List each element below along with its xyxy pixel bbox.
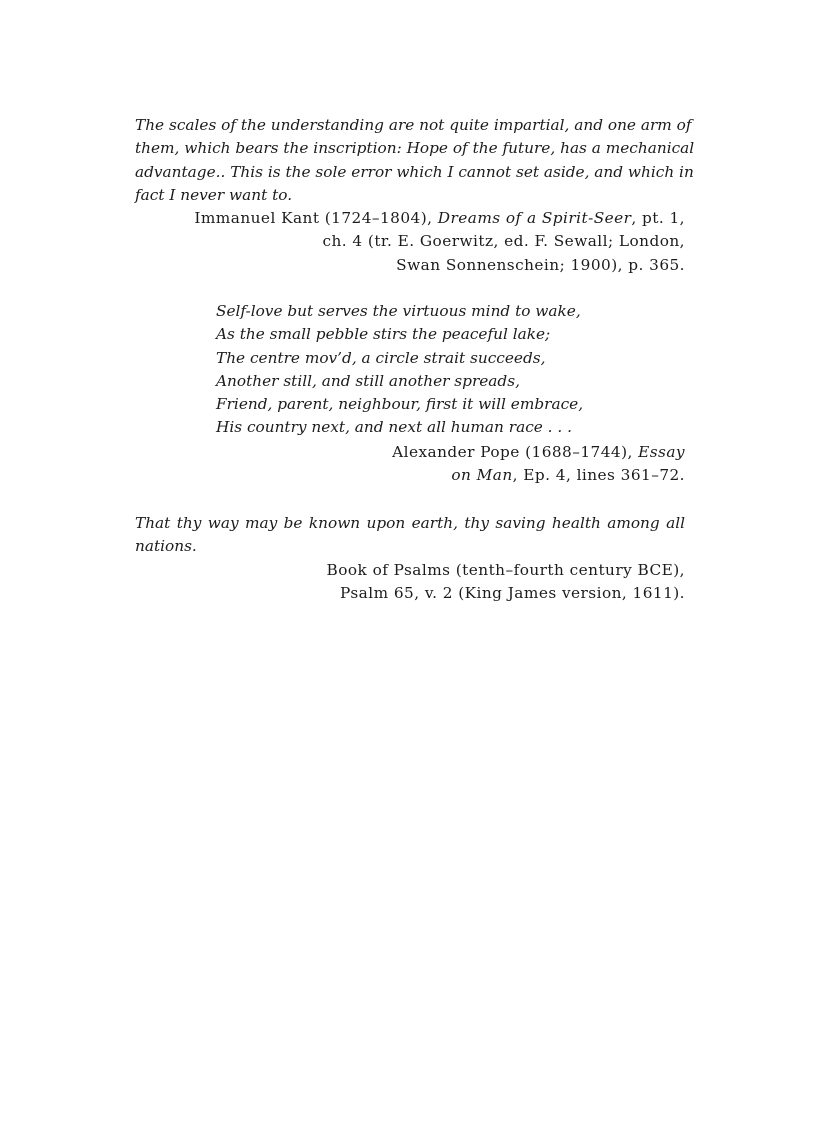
epigraph-psalms-attribution (135, 559, 685, 606)
attribution-line: Book of Psalms (tenth–fourth century BCE), (326, 560, 685, 579)
verse-line: Self-love but serves the virtuous mind to wake, (216, 302, 581, 320)
attribution-line: Psalm 65, v. 2 (King James version, 1611). (340, 583, 685, 602)
verse-line: The centre mov’d, a circle strait succeeds, (216, 348, 546, 367)
quote-line: fact I never want to. (135, 185, 293, 204)
attribution-author: Immanuel Kant (1724–1804), (194, 209, 438, 228)
epigraph-kant-attribution (135, 207, 685, 277)
attribution-line (135, 464, 685, 487)
attribution-line (135, 207, 685, 230)
epigraph-psalms-quote (135, 512, 685, 559)
attribution-title: Essay (638, 443, 685, 461)
quote-line: nations. (135, 537, 197, 556)
attribution-title: Dreams of a Spirit-Seer (437, 209, 632, 228)
epigraph-kant-quote (135, 114, 695, 207)
verse-line: Another still, and still another spreads, (216, 371, 520, 390)
quote-line: advantage.. This is the sole error which I cannot set aside, and which in (135, 162, 694, 181)
epigraph-pope (135, 441, 685, 488)
epigraph-pope-verse (216, 300, 583, 440)
quote-line: That thy way may be known upon earth, thy saving health among all (135, 514, 685, 532)
attribution-line (135, 441, 685, 464)
epigraph-kant (135, 114, 695, 277)
attribution-suffix: , Ep. 4, lines 361–72. (512, 466, 685, 485)
verse-line: Friend, parent, neighbour, first it will embrace, (216, 395, 584, 414)
epigraph-pope-attribution (135, 441, 685, 488)
verse-line: His country next, and next all human race . . . (216, 418, 572, 437)
quote-line: The scales of the understanding are not quite impartial, and one arm of (135, 116, 692, 134)
attribution-line: ch. 4 (tr. E. Goerwitz, ed. F. Sewall; London, (322, 232, 685, 251)
quote-line: them, which bears the inscription: Hope of the future, has a mechanical (135, 139, 695, 158)
attribution-title: on Man (451, 466, 513, 485)
verse-line: As the small pebble stirs the peaceful lake; (216, 325, 551, 344)
attribution-suffix: , pt. 1, (631, 209, 685, 228)
attribution-author: Alexander Pope (1688–1744), (392, 443, 639, 461)
epigraph-psalms (135, 512, 685, 605)
attribution-line: Swan Sonnenschein; 1900), p. 365. (396, 255, 685, 274)
